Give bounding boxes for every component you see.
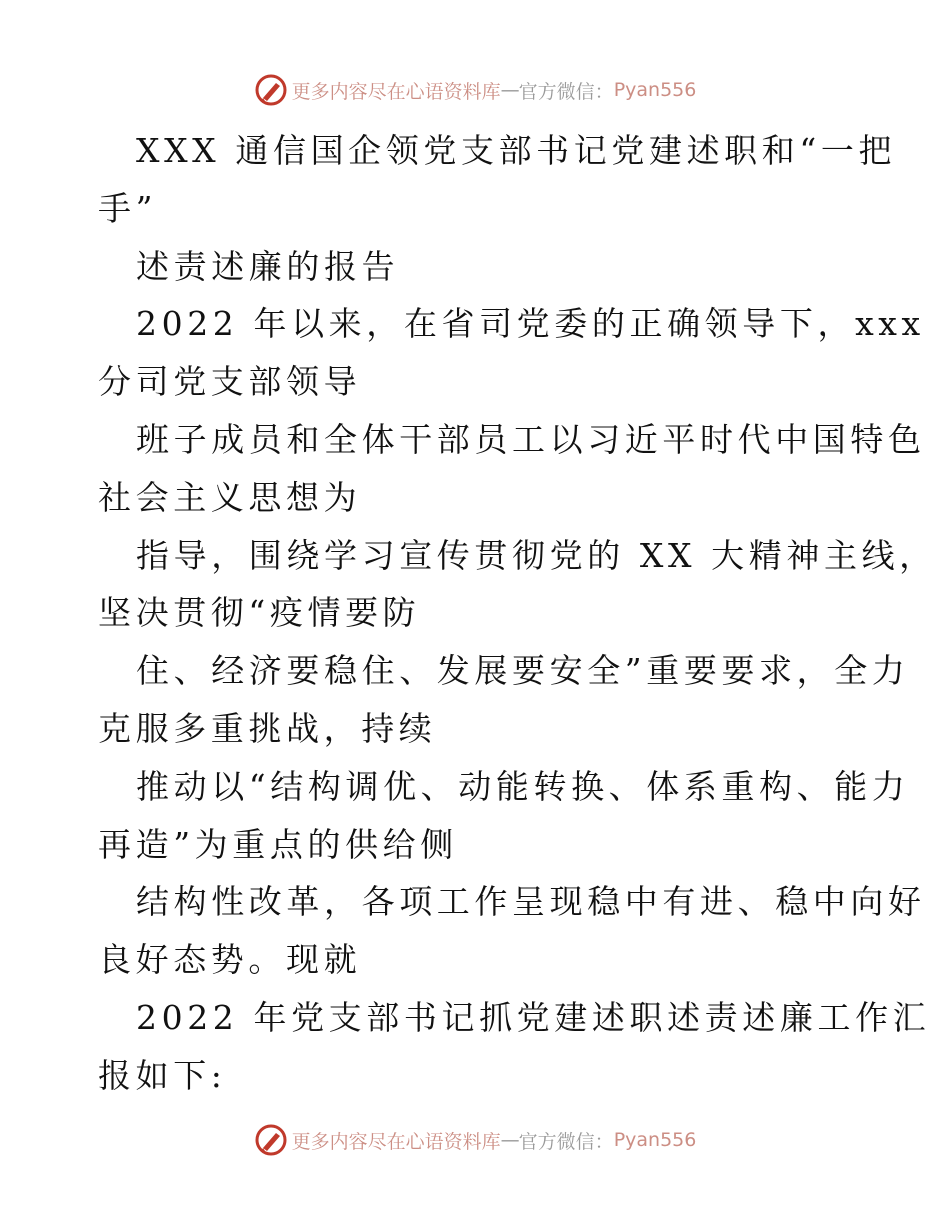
text-line: 结构性改革，各项工作呈现稳中有进、稳中向好 <box>136 882 926 922</box>
pen-logo-icon <box>254 73 288 107</box>
watermark-separator: — <box>500 79 519 101</box>
text-line: 良好态势。现就 <box>98 940 362 980</box>
watermark-contact-id: Pyan556 <box>613 79 697 101</box>
pen-logo-icon <box>254 1123 288 1157</box>
document-body <box>98 122 937 1105</box>
body-paragraph <box>98 642 910 758</box>
text-line: 住、经济要稳住、发展要安全”重要要求，全力 <box>136 651 910 691</box>
body-paragraph <box>98 873 926 989</box>
text-line: 报如下: <box>98 1055 227 1095</box>
watermark-contact-label: 官方微信： <box>518 1130 614 1153</box>
text-line: XXX 通信国企领党支部书记党建述职和“一把 <box>136 131 897 170</box>
watermark-footer <box>0 1120 950 1160</box>
text-line: 社会主义思想为 <box>98 477 362 517</box>
watermark-promo: 更多内容尽在心语资料库 <box>291 80 501 103</box>
text-line: 坚决贯彻“疫情要防 <box>98 593 421 633</box>
text-line: 再造”为重点的供给侧 <box>98 824 458 864</box>
text-line: 班子成员和全体干部员工以习近平时代中国特色 <box>136 419 926 459</box>
title-paragraph <box>98 122 897 238</box>
text-line: 指导，围绕学习宣传贯彻党的 XX 大精神主线， <box>136 535 937 575</box>
watermark-contact-id: Pyan556 <box>613 1129 697 1151</box>
text-line: 述责述廉的报告 <box>136 246 400 286</box>
watermark-contact-label: 官方微信： <box>518 80 614 103</box>
body-paragraph <box>98 758 910 874</box>
subtitle-paragraph <box>98 238 858 296</box>
text-line: 克服多重挑战，持续 <box>98 708 437 748</box>
body-paragraph <box>98 527 937 643</box>
body-paragraph <box>98 411 926 527</box>
text-line: 2022 年以来，在省司党委的正确领导下，xxx <box>136 304 925 344</box>
text-line: 手” <box>98 188 158 228</box>
body-paragraph <box>98 989 931 1105</box>
body-paragraph <box>98 295 925 411</box>
text-line: 分司党支部领导 <box>98 362 362 402</box>
watermark-separator: — <box>500 1129 519 1151</box>
watermark-header <box>0 70 950 110</box>
text-line: 2022 年党支部书记抓党建述职述责述廉工作汇 <box>136 997 931 1037</box>
watermark-promo: 更多内容尽在心语资料库 <box>291 1130 501 1153</box>
text-line: 推动以“结构调优、动能转换、体系重构、能力 <box>136 766 910 806</box>
